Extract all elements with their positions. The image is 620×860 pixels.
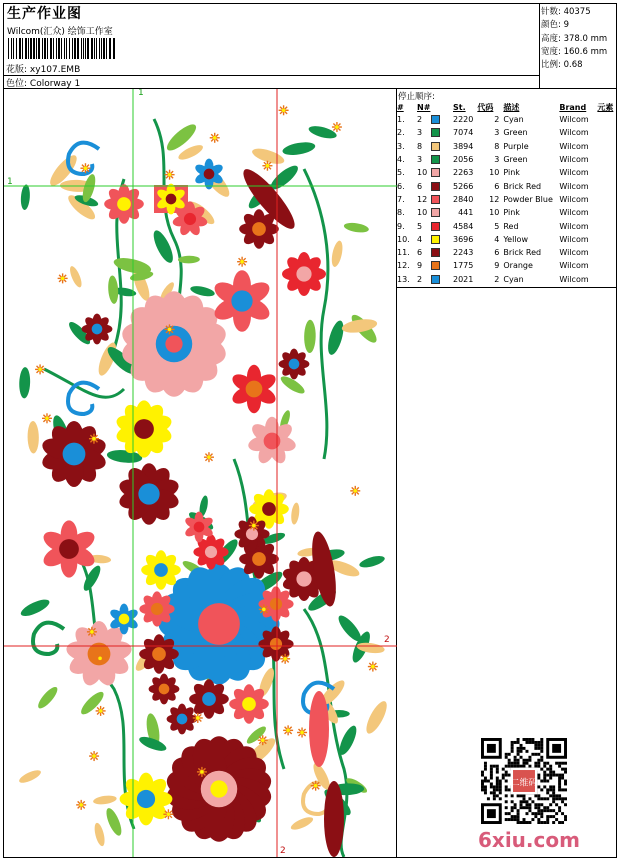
leaf	[307, 124, 337, 141]
sparkle	[96, 706, 106, 716]
flower	[40, 421, 109, 487]
color-description: Green	[503, 128, 528, 138]
leaf	[93, 822, 107, 847]
embroidery-artwork	[4, 89, 397, 857]
stitch-count: 2263	[453, 168, 474, 178]
sparkle	[163, 809, 173, 819]
color-swatch	[431, 275, 440, 284]
needle-number: 6	[417, 179, 453, 192]
needle-number: 10	[417, 166, 453, 179]
leaf	[330, 240, 345, 268]
thread-code: 12	[489, 194, 500, 204]
col-header: #	[397, 102, 404, 112]
sparkle	[237, 257, 247, 267]
table-row	[397, 219, 613, 232]
needle-number: 2	[417, 113, 453, 126]
leaf	[93, 794, 118, 805]
row-number: 1.	[397, 115, 405, 125]
thread-code: 2	[494, 115, 500, 125]
color-description: Purple	[503, 141, 529, 151]
sparkle	[262, 161, 272, 171]
stem	[74, 549, 134, 829]
design-row	[6, 62, 80, 75]
needle-number: 3	[417, 126, 453, 139]
color-description: Yellow	[503, 234, 528, 244]
table-row	[397, 140, 613, 153]
leaf	[325, 319, 347, 357]
color-swatch	[431, 155, 440, 164]
color-description: Green	[503, 155, 528, 165]
color-description: Brick Red	[503, 181, 542, 191]
color-swatch	[431, 168, 440, 177]
element-cell	[597, 166, 613, 179]
table-row	[397, 273, 613, 286]
thread-brand: Wilcom	[559, 168, 589, 178]
color-swatch	[431, 261, 440, 270]
leaf	[358, 554, 386, 570]
thread-brand: Wilcom	[559, 261, 589, 271]
color-description: Red	[503, 221, 519, 231]
flower	[120, 773, 173, 826]
thread-brand: Wilcom	[559, 128, 589, 138]
stop-sequence-table	[397, 101, 613, 286]
qr-logo-text: 二维码	[510, 778, 538, 789]
petal-shape	[309, 691, 329, 767]
swirl	[68, 383, 99, 414]
needle-number: 9	[417, 259, 453, 272]
thread-brand: Wilcom	[559, 115, 589, 125]
leaf	[343, 221, 369, 234]
thread-brand: Wilcom	[559, 194, 589, 204]
design-stats	[541, 6, 607, 72]
row-number: 6.	[397, 181, 405, 191]
flower	[279, 349, 310, 380]
sparkle	[210, 133, 220, 143]
row-number: 7.	[397, 194, 405, 204]
stat-scale: 比例: 0.68	[541, 60, 583, 71]
color-description: Cyan	[503, 115, 524, 125]
color-description: Pink	[503, 168, 520, 178]
col-header: N#	[417, 102, 431, 112]
stat-width: 宽度: 160.6 mm	[541, 46, 608, 57]
stat-stitches: 针数: 40375	[541, 7, 591, 17]
needle-number: 8	[417, 140, 453, 153]
flower	[189, 679, 229, 719]
sparkle	[311, 781, 321, 791]
stitch-count: 7074	[453, 128, 474, 138]
col-header: Brand	[559, 102, 587, 112]
table-row	[397, 259, 613, 272]
page-title: 生产作业图	[7, 6, 82, 22]
stem	[304, 169, 328, 459]
element-cell	[597, 140, 613, 153]
needle-number: 2	[417, 273, 453, 286]
sparkle	[87, 627, 97, 637]
flower	[149, 674, 180, 705]
swirl	[33, 623, 64, 654]
stitch-count: 2840	[453, 194, 474, 204]
element-cell	[597, 233, 613, 246]
color-swatch	[431, 142, 440, 151]
col-header: 元素	[597, 102, 614, 112]
flower	[82, 314, 113, 345]
flower	[229, 684, 269, 724]
watermark: 6xiu.com	[478, 828, 580, 852]
sparkle	[283, 725, 293, 735]
sparkle	[249, 521, 259, 531]
stitch-count: 5266	[453, 181, 474, 191]
flower	[117, 463, 181, 525]
stitch-count: 441	[458, 208, 474, 218]
flower	[247, 417, 297, 466]
thread-brand: Wilcom	[559, 221, 589, 231]
flower	[167, 704, 198, 735]
leaf	[19, 596, 52, 619]
guide-label-red-v: 2	[280, 846, 286, 856]
leaf	[282, 140, 317, 157]
colorway-row	[6, 76, 80, 89]
design-value: xy107.EMB	[29, 65, 81, 75]
stitch-count: 2056	[453, 155, 474, 165]
thread-brand: Wilcom	[559, 234, 589, 244]
row-number: 13.	[397, 274, 410, 284]
table-row	[397, 166, 613, 179]
sparkle	[35, 364, 45, 374]
colorway-value: Colorway 1	[29, 79, 81, 89]
sparkle	[350, 486, 360, 496]
sparkle	[165, 170, 175, 180]
col-header: 代码	[477, 102, 494, 112]
flower	[139, 591, 174, 626]
guide-label-green-h: 1	[7, 177, 13, 187]
stitch-count: 2220	[453, 115, 474, 125]
color-description: Powder Blue	[503, 194, 553, 204]
leaf	[250, 146, 286, 167]
sparkle	[76, 800, 86, 810]
color-swatch	[431, 128, 440, 137]
element-cell	[597, 113, 613, 126]
table-row	[397, 233, 613, 246]
thread-code: 3	[494, 128, 500, 138]
stat-height: 高度: 378.0 mm	[541, 33, 608, 44]
leaf	[107, 275, 119, 304]
color-swatch	[431, 195, 440, 204]
sparkle	[258, 735, 268, 745]
thread-code: 6	[494, 181, 500, 191]
sparkle	[164, 324, 174, 334]
leaf	[290, 502, 300, 525]
stat-colors: 颜色: 9	[541, 20, 569, 31]
flower	[258, 586, 293, 621]
table-row	[397, 246, 613, 259]
stitch-count: 2243	[453, 248, 474, 258]
sparkle	[259, 604, 269, 614]
thread-code: 9	[494, 261, 500, 271]
leaf	[18, 768, 43, 785]
flower	[211, 270, 273, 332]
flower	[282, 252, 326, 296]
needle-number: 3	[417, 153, 453, 166]
divider	[539, 3, 540, 89]
flower	[141, 550, 181, 590]
studio-name: Wilcom(汇众) 绘饰工作室	[7, 27, 113, 37]
thread-code: 6	[494, 248, 500, 258]
color-swatch	[431, 222, 440, 231]
color-description: Brick Red	[503, 248, 542, 258]
thread-brand: Wilcom	[559, 248, 589, 258]
sparkle	[204, 452, 214, 462]
color-swatch	[431, 248, 440, 257]
stitch-count: 2021	[453, 274, 474, 284]
thread-brand: Wilcom	[559, 208, 589, 218]
leaf	[20, 184, 31, 210]
element-cell	[597, 273, 613, 286]
sparkle	[279, 105, 289, 115]
row-number: 9.	[397, 221, 405, 231]
color-description: Pink	[503, 208, 520, 218]
qr-code	[481, 738, 567, 824]
color-swatch	[431, 235, 440, 244]
flower	[230, 365, 279, 413]
barcode	[8, 38, 118, 59]
element-cell	[597, 259, 613, 272]
leaf	[103, 806, 124, 837]
leaf	[363, 698, 391, 736]
row-number: 5.	[397, 168, 405, 178]
thread-code: 8	[494, 141, 500, 151]
table-row	[397, 179, 613, 192]
leaf	[336, 724, 359, 758]
element-cell	[597, 206, 613, 219]
thread-code: 3	[494, 155, 500, 165]
needle-number: 6	[417, 246, 453, 259]
element-cell	[597, 126, 613, 139]
sparkle	[197, 767, 207, 777]
color-swatch	[431, 115, 440, 124]
thread-code: 10	[489, 208, 500, 218]
color-description: Cyan	[503, 274, 524, 284]
guide-label-red-h: 2	[384, 635, 390, 645]
thread-brand: Wilcom	[559, 155, 589, 165]
needle-number: 10	[417, 206, 453, 219]
sparkle	[368, 662, 378, 672]
color-description: Orange	[503, 261, 533, 271]
row-number: 12.	[397, 261, 410, 271]
thread-code: 5	[494, 221, 500, 231]
flower	[119, 290, 229, 398]
thread-code: 10	[489, 168, 500, 178]
thread-brand: Wilcom	[559, 141, 589, 151]
needle-number: 4	[417, 233, 453, 246]
thread-code: 4	[494, 234, 500, 244]
stitch-count: 4584	[453, 221, 474, 231]
needle-number: 12	[417, 193, 453, 206]
leaf	[19, 367, 31, 399]
col-header: 描述	[503, 102, 520, 112]
element-cell	[597, 179, 613, 192]
element-cell	[597, 153, 613, 166]
row-number: 3.	[397, 141, 405, 151]
col-header: St.	[453, 102, 466, 112]
design-label: 花版:	[6, 65, 28, 75]
flower	[104, 184, 144, 224]
row-number: 11.	[397, 248, 410, 258]
sparkle	[89, 434, 99, 444]
divider	[396, 287, 617, 288]
sparkle	[332, 122, 342, 132]
row-number: 8.	[397, 208, 405, 218]
flower	[234, 516, 269, 551]
sparkle	[297, 727, 307, 737]
flower	[40, 520, 98, 577]
sparkle	[193, 713, 203, 723]
sparkle	[80, 163, 90, 173]
leaf	[68, 265, 84, 289]
flower	[114, 400, 174, 457]
element-cell	[597, 219, 613, 232]
embroidery-preview	[4, 89, 397, 857]
leaf	[35, 684, 60, 711]
thread-code: 2	[494, 274, 500, 284]
sparkle	[280, 654, 290, 664]
stitch-count: 3894	[453, 141, 474, 151]
leaf	[27, 421, 39, 454]
leaf	[289, 815, 314, 832]
colorway-label: 色位:	[6, 79, 28, 89]
element-cell	[597, 246, 613, 259]
table-row	[397, 126, 613, 139]
sparkle	[42, 413, 52, 423]
stitch-count: 3696	[453, 234, 474, 244]
table-row	[397, 113, 613, 126]
leaf	[304, 320, 316, 353]
sparkle	[95, 653, 105, 663]
table-row	[397, 206, 613, 219]
table-row	[397, 153, 613, 166]
row-number: 10.	[397, 234, 410, 244]
element-cell	[597, 193, 613, 206]
color-swatch	[431, 208, 440, 217]
leaf	[335, 612, 364, 644]
sparkle	[89, 751, 99, 761]
divider	[3, 75, 540, 76]
color-swatch	[431, 182, 440, 191]
sparkle	[58, 273, 68, 283]
petal-shape	[324, 781, 344, 857]
row-number: 2.	[397, 128, 405, 138]
guide-label-green-v: 1	[138, 89, 144, 98]
flower	[139, 634, 179, 674]
table-row	[397, 193, 613, 206]
needle-number: 5	[417, 219, 453, 232]
stitch-count: 1775	[453, 261, 474, 271]
stop-sequence-title: 停止顺序:	[398, 92, 435, 102]
thread-brand: Wilcom	[559, 274, 589, 284]
row-number: 4.	[397, 155, 405, 165]
thread-brand: Wilcom	[559, 181, 589, 191]
